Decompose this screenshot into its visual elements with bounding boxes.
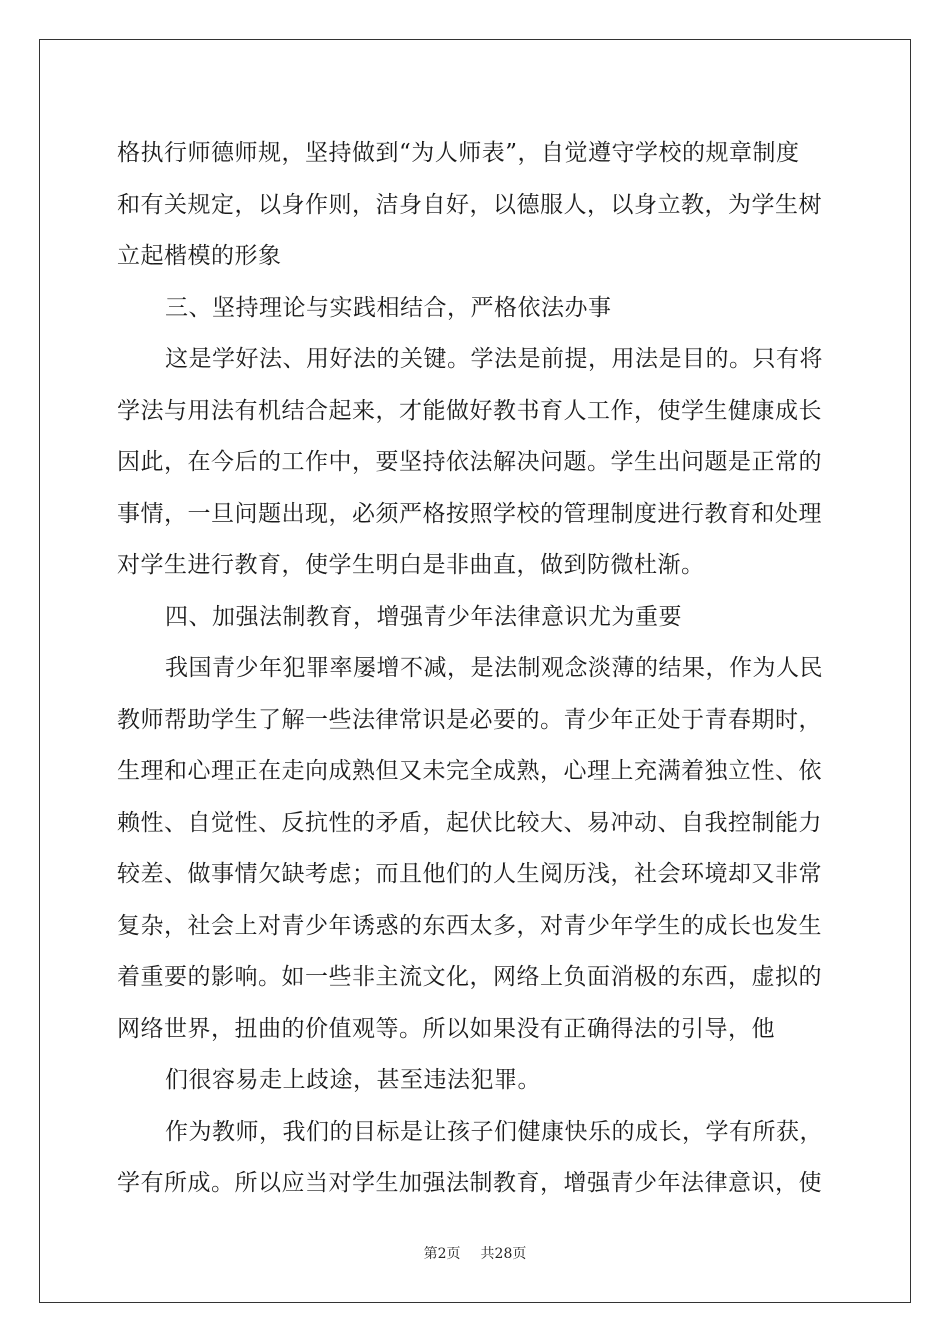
- page-footer: [0, 1243, 950, 1263]
- section-heading: 三、坚持理论与实践相结合，严格依法办事: [165, 294, 612, 321]
- text-line: 我国青少年犯罪率屡增不减，是法制观念淡薄的结果，作为人民: [165, 655, 823, 681]
- text-line: 复杂，社会上对青少年诱惑的东西太多，对青少年学生的成长也发生: [117, 912, 822, 939]
- document-body: [117, 128, 837, 1210]
- text-line: 事情，一旦问题出现，必须严格按照学校的管理制度进行教育和处理: [117, 500, 822, 527]
- text-line: 学有所成。所以应当对学生加强法制教育，增强青少年法律意识，使: [117, 1170, 822, 1196]
- text-line: 对学生进行教育，使学生明白是非曲直，做到防微杜渐。: [117, 552, 705, 578]
- text-line: 着重要的影响。如一些非主流文化，网络上负面消极的东西，虚拟的: [117, 964, 822, 990]
- page-total: 共28页: [480, 1246, 527, 1262]
- text-line: 作为教师，我们的目标是让孩子们健康快乐的成长，学有所获，: [165, 1118, 823, 1145]
- text-line: 生理和心理正在走向成熟但又未完全成熟，心理上充满着独立性、依: [117, 758, 822, 784]
- text-line: 赖性、自觉性、反抗性的矛盾，起伏比较大、易冲动、自我控制能力: [117, 809, 822, 836]
- section-heading: 四、加强法制教育，增强青少年法律意识尤为重要: [165, 603, 682, 630]
- text-line: 较差、做事情欠缺考虑；而且他们的人生阅历浅，社会环境却又非常: [117, 861, 822, 887]
- text-line: 因此，在今后的工作中，要坚持依法解决问题。学生出问题是正常的: [117, 449, 822, 475]
- text-line: 立起楷模的形象: [117, 243, 282, 269]
- text-line: 学法与用法有机结合起来，才能做好教书育人工作，使学生健康成长: [117, 397, 822, 424]
- text-line: 们很容易走上歧途，甚至违法犯罪。: [165, 1067, 541, 1093]
- page-number: 第2页: [423, 1246, 461, 1262]
- text-line: 教师帮助学生了解一些法律常识是必要的。青少年正处于青春期时，: [117, 706, 822, 733]
- text-line: 这是学好法、用好法的关键。学法是前提，用法是目的。只有将: [165, 346, 823, 372]
- text-line: 格执行师德师规，坚持做到“为人师表”，自觉遵守学校的规章制度: [117, 140, 800, 166]
- text-line: 和有关规定，以身作则，洁身自好，以德服人，以身立教，为学生树: [117, 191, 822, 218]
- text-line: 网络世界，扭曲的价值观等。所以如果没有正确得法的引导，他: [117, 1015, 775, 1042]
